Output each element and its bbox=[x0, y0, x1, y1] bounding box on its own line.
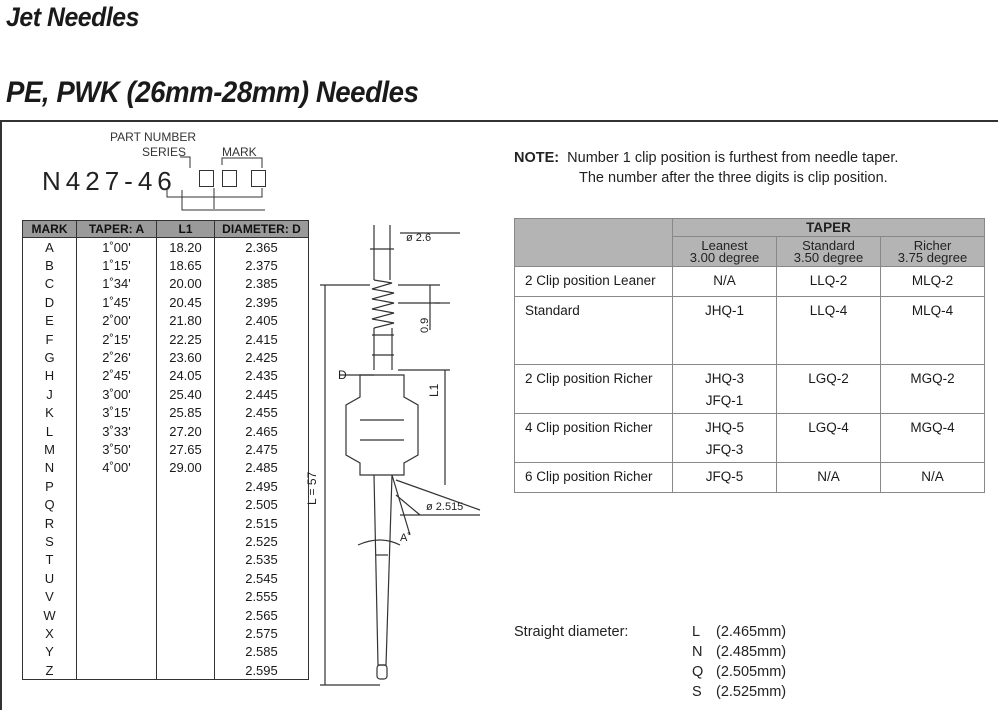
table-cell: 2.505 bbox=[215, 495, 309, 513]
table-cell bbox=[157, 569, 215, 587]
table-cell: P bbox=[23, 477, 77, 495]
taper-cell bbox=[777, 414, 881, 463]
table-row bbox=[23, 532, 309, 550]
straight-diameter-mark: S bbox=[692, 684, 702, 700]
table-cell bbox=[157, 587, 215, 605]
table-cell: 2.365 bbox=[215, 238, 309, 257]
table-cell: 2.435 bbox=[215, 367, 309, 385]
table-cell: 1˚15' bbox=[77, 256, 157, 274]
taper-angle-label: A˚ bbox=[400, 532, 411, 544]
table-cell: 2.375 bbox=[215, 256, 309, 274]
marks-header-2: L1 bbox=[157, 221, 215, 238]
table-cell: M bbox=[23, 440, 77, 458]
table-cell bbox=[77, 495, 157, 513]
table-cell: J bbox=[23, 385, 77, 403]
taper-row-label: 6 Clip position Richer bbox=[515, 463, 673, 493]
taper-code: LGQ-2 bbox=[808, 371, 849, 386]
straight-diameter-mark: L bbox=[692, 624, 701, 640]
part-number-label: PART NUMBER bbox=[110, 130, 197, 144]
taper-row-label: 4 Clip position Richer bbox=[515, 414, 673, 463]
table-cell: 25.40 bbox=[157, 385, 215, 403]
taper-column-header bbox=[673, 237, 777, 267]
taper-cell bbox=[881, 463, 985, 493]
table-cell bbox=[157, 477, 215, 495]
note-line-1: Number 1 clip position is furthest from needle taper. bbox=[567, 150, 899, 166]
table-cell bbox=[157, 624, 215, 642]
table-cell: 2.555 bbox=[215, 587, 309, 605]
taper-cell bbox=[777, 463, 881, 493]
taper-code: MGQ-4 bbox=[910, 420, 955, 435]
series-label: SERIES bbox=[142, 145, 187, 159]
taper-row-label: 2 Clip position Richer bbox=[515, 365, 673, 414]
straight-diameter-mark: N bbox=[692, 644, 703, 660]
table-cell bbox=[157, 495, 215, 513]
table-cell: 1˚34' bbox=[77, 275, 157, 293]
needle-diagram bbox=[300, 225, 500, 695]
table-cell bbox=[157, 643, 215, 661]
mark-box-3 bbox=[251, 170, 266, 187]
table-cell: 2.445 bbox=[215, 385, 309, 403]
table-cell: 20.45 bbox=[157, 293, 215, 311]
top-diameter-label: ø 2.6 bbox=[406, 232, 432, 244]
note-label: NOTE: bbox=[514, 150, 560, 166]
taper-column-name: Standard bbox=[802, 237, 855, 253]
table-cell: 20.00 bbox=[157, 275, 215, 293]
table-row bbox=[23, 661, 309, 680]
table-row bbox=[23, 643, 309, 661]
taper-cell bbox=[777, 297, 881, 365]
table-cell: 2˚45' bbox=[77, 367, 157, 385]
table-row bbox=[515, 365, 985, 414]
table-cell: 2˚00' bbox=[77, 312, 157, 330]
note bbox=[514, 148, 898, 188]
table-cell: A bbox=[23, 238, 77, 257]
table-row bbox=[515, 414, 985, 463]
table-cell: 3˚33' bbox=[77, 422, 157, 440]
table-row bbox=[23, 422, 309, 440]
taper-cell bbox=[673, 365, 777, 414]
taper-code: JHQ-5 bbox=[704, 420, 744, 435]
taper-code: MLQ-2 bbox=[911, 273, 954, 288]
table-cell: 2.565 bbox=[215, 606, 309, 624]
table-cell: H bbox=[23, 367, 77, 385]
table-cell: Y bbox=[23, 643, 77, 661]
diameter-d-label: D bbox=[338, 368, 347, 382]
page-title: Jet Needles bbox=[6, 2, 140, 32]
table-cell: 23.60 bbox=[157, 348, 215, 366]
marks-header-0: MARK bbox=[23, 221, 77, 238]
table-cell bbox=[157, 551, 215, 569]
table-cell: 2.545 bbox=[215, 569, 309, 587]
table-cell bbox=[77, 643, 157, 661]
taper-column-name: Richer bbox=[913, 237, 952, 253]
taper-cell bbox=[777, 365, 881, 414]
table-row bbox=[23, 385, 309, 403]
table-cell: 2.515 bbox=[215, 514, 309, 532]
taper-column-header bbox=[881, 237, 985, 267]
table-cell: 18.65 bbox=[157, 256, 215, 274]
table-cell: 2.535 bbox=[215, 551, 309, 569]
mark-box-2 bbox=[222, 170, 237, 187]
taper-code: LLQ-4 bbox=[809, 303, 848, 318]
section-title: PE, PWK (26mm-28mm) Needles bbox=[6, 76, 419, 109]
table-cell: 2.585 bbox=[215, 643, 309, 661]
table-cell bbox=[77, 514, 157, 532]
table-cell: 18.20 bbox=[157, 238, 215, 257]
table-cell: T bbox=[23, 551, 77, 569]
taper-code: JHQ-3 bbox=[704, 371, 744, 386]
table-cell: 1˚45' bbox=[77, 293, 157, 311]
taper-code: N/A bbox=[817, 469, 840, 484]
taper-row-label: 2 Clip position Leaner bbox=[515, 267, 673, 297]
table-cell: 22.25 bbox=[157, 330, 215, 348]
table-cell bbox=[77, 587, 157, 605]
table-row bbox=[515, 463, 985, 493]
taper-column-degree: 3.75 degree bbox=[897, 249, 968, 265]
taper-cell bbox=[881, 297, 985, 365]
taper-code: LGQ-4 bbox=[808, 420, 849, 435]
total-length-label: L = 57 bbox=[305, 471, 319, 505]
taper-group-header: TAPER bbox=[673, 219, 985, 237]
taper-cell bbox=[673, 463, 777, 493]
taper-code: JFQ-5 bbox=[705, 469, 744, 484]
clip-spacing-label: 0.9 bbox=[419, 317, 431, 333]
table-row bbox=[23, 404, 309, 422]
taper-code: JHQ-1 bbox=[704, 303, 744, 318]
table-row bbox=[23, 514, 309, 532]
table-cell bbox=[157, 532, 215, 550]
marks-header-1: TAPER: A bbox=[77, 221, 157, 238]
table-cell: L bbox=[23, 422, 77, 440]
taper-column-header bbox=[777, 237, 881, 267]
table-row bbox=[23, 440, 309, 458]
table-cell: 2.485 bbox=[215, 459, 309, 477]
taper-row-label: Standard bbox=[515, 297, 673, 365]
table-cell: 2.455 bbox=[215, 404, 309, 422]
table-row bbox=[23, 256, 309, 274]
mark-label: MARK bbox=[222, 145, 257, 159]
table-cell: 2.465 bbox=[215, 422, 309, 440]
table-cell bbox=[157, 661, 215, 680]
taper-table-corner bbox=[515, 219, 673, 267]
table-row bbox=[23, 275, 309, 293]
table-row bbox=[23, 477, 309, 495]
table-cell: 2.475 bbox=[215, 440, 309, 458]
table-cell: C bbox=[23, 275, 77, 293]
table-cell: 3˚15' bbox=[77, 404, 157, 422]
taper-column-degree: 3.50 degree bbox=[793, 249, 864, 265]
table-cell: 2.385 bbox=[215, 275, 309, 293]
table-row bbox=[23, 238, 309, 257]
table-cell: K bbox=[23, 404, 77, 422]
part-number-code: N427-46 bbox=[42, 166, 177, 196]
mark-box-1 bbox=[199, 170, 214, 187]
table-cell: F bbox=[23, 330, 77, 348]
table-cell: 24.05 bbox=[157, 367, 215, 385]
table-cell bbox=[77, 569, 157, 587]
table-cell: 2.575 bbox=[215, 624, 309, 642]
taper-code: N/A bbox=[921, 469, 944, 484]
table-cell bbox=[77, 551, 157, 569]
table-row bbox=[23, 367, 309, 385]
table-cell: 2.595 bbox=[215, 661, 309, 680]
taper-column-degree: 3.00 degree bbox=[689, 249, 760, 265]
table-row bbox=[23, 348, 309, 366]
table-cell: R bbox=[23, 514, 77, 532]
table-row bbox=[515, 267, 985, 297]
marks-header-3: DIAMETER: D bbox=[215, 221, 309, 238]
table-cell bbox=[77, 624, 157, 642]
table-cell bbox=[157, 514, 215, 532]
table-cell: B bbox=[23, 256, 77, 274]
table-row bbox=[23, 330, 309, 348]
table-cell: 4˚00' bbox=[77, 459, 157, 477]
table-cell: 2.525 bbox=[215, 532, 309, 550]
table-cell: 2.405 bbox=[215, 312, 309, 330]
table-cell bbox=[77, 477, 157, 495]
table-cell: 2.495 bbox=[215, 477, 309, 495]
table-cell: X bbox=[23, 624, 77, 642]
table-cell: Z bbox=[23, 661, 77, 680]
table-cell: 27.20 bbox=[157, 422, 215, 440]
taper-cell bbox=[881, 365, 985, 414]
tip-diameter-label: ø 2.515 bbox=[426, 501, 464, 513]
taper-cell bbox=[673, 414, 777, 463]
table-row bbox=[23, 587, 309, 605]
straight-diameter-value: (2.525mm) bbox=[716, 684, 787, 700]
taper-code: MLQ-4 bbox=[911, 303, 954, 318]
straight-diameter-value: (2.465mm) bbox=[716, 624, 787, 640]
table-row bbox=[23, 293, 309, 311]
taper-code: LLQ-2 bbox=[809, 273, 848, 288]
table-cell: N bbox=[23, 459, 77, 477]
table-cell: G bbox=[23, 348, 77, 366]
table-cell: 21.80 bbox=[157, 312, 215, 330]
taper-cell bbox=[777, 267, 881, 297]
table-cell: 29.00 bbox=[157, 459, 215, 477]
straight-diameter-value: (2.505mm) bbox=[716, 664, 787, 680]
table-cell: W bbox=[23, 606, 77, 624]
table-cell: 2˚26' bbox=[77, 348, 157, 366]
table-row bbox=[23, 606, 309, 624]
straight-diameter-value: (2.485mm) bbox=[716, 644, 787, 660]
table-row bbox=[23, 312, 309, 330]
table-cell: S bbox=[23, 532, 77, 550]
table-cell bbox=[77, 606, 157, 624]
taper-code-alt: JFQ-3 bbox=[705, 442, 744, 457]
table-row bbox=[23, 551, 309, 569]
taper-code: MGQ-2 bbox=[910, 371, 955, 386]
table-cell: E bbox=[23, 312, 77, 330]
table-row bbox=[23, 624, 309, 642]
table-cell bbox=[77, 661, 157, 680]
table-cell: U bbox=[23, 569, 77, 587]
needle-mark-table bbox=[22, 220, 309, 680]
taper-cell bbox=[881, 414, 985, 463]
straight-diameter-mark: Q bbox=[692, 664, 704, 680]
taper-code-alt: JFQ-1 bbox=[705, 393, 744, 408]
taper-table bbox=[514, 218, 985, 493]
table-cell: 2˚15' bbox=[77, 330, 157, 348]
table-row bbox=[23, 459, 309, 477]
taper-cell bbox=[673, 267, 777, 297]
table-cell bbox=[77, 532, 157, 550]
taper-cell bbox=[673, 297, 777, 365]
table-cell: 25.85 bbox=[157, 404, 215, 422]
l1-label: L1 bbox=[427, 383, 441, 397]
table-cell bbox=[157, 606, 215, 624]
table-row bbox=[23, 569, 309, 587]
table-cell: 2.395 bbox=[215, 293, 309, 311]
table-row bbox=[515, 297, 985, 365]
note-line-2: The number after the three digits is clip position. bbox=[579, 170, 888, 186]
straight-diameter-label: Straight diameter: bbox=[514, 624, 629, 640]
table-cell: V bbox=[23, 587, 77, 605]
table-cell: 2.425 bbox=[215, 348, 309, 366]
taper-code: N/A bbox=[713, 273, 736, 288]
table-cell: 27.65 bbox=[157, 440, 215, 458]
table-cell: Q bbox=[23, 495, 77, 513]
taper-cell bbox=[881, 267, 985, 297]
table-row bbox=[23, 495, 309, 513]
table-cell: D bbox=[23, 293, 77, 311]
table-cell: 3˚00' bbox=[77, 385, 157, 403]
taper-column-name: Leanest bbox=[701, 237, 748, 253]
table-cell: 3˚50' bbox=[77, 440, 157, 458]
table-cell: 2.415 bbox=[215, 330, 309, 348]
table-cell: 1˚00' bbox=[77, 238, 157, 257]
